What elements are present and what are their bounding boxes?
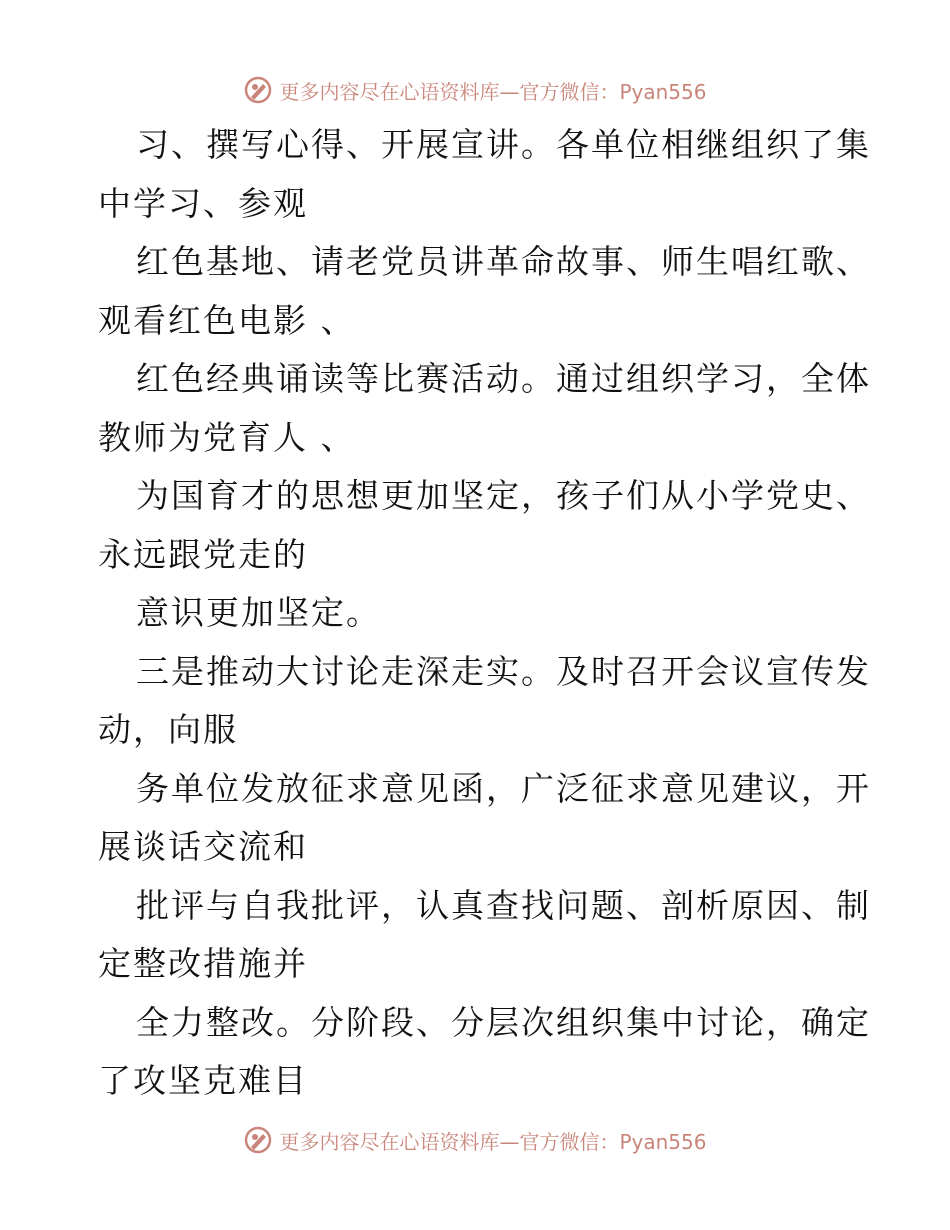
header-banner-text: 更多内容尽在心语资料库—官方微信：Pyan556 [279, 79, 707, 104]
text-line: 批评与自我批评，认真查找问题、剖析原因、制 [136, 885, 871, 925]
text-line: 展谈话交流和 [98, 827, 308, 866]
text-line: 教师为党育人 、 [98, 417, 356, 457]
text-line: 动，向服 [98, 710, 238, 749]
text-line: 中学习、参观 [98, 183, 308, 223]
header-banner [0, 70, 950, 110]
text-line: 定整改措施并 [98, 944, 308, 983]
text-line: 红色基地、请老党员讲革命故事、师生唱红歌、 [136, 242, 871, 281]
text-line: 意识更加坚定。 [136, 593, 381, 632]
footer-banner-text: 更多内容尽在心语资料库—官方微信：Pyan556 [279, 1129, 707, 1154]
text-line: 三是推动大讨论走深走实。及时召开会议宣传发 [136, 651, 871, 691]
text-line: 全力整改。分阶段、分层次组织集中讨论，确定 [136, 1002, 871, 1042]
text-line: 观看红色电影 、 [98, 300, 356, 340]
pen-logo-icon [243, 75, 273, 105]
text-line: 永远跟党走的 [98, 534, 308, 574]
text-line: 为国育才的思想更加坚定，孩子们从小学党史、 [136, 476, 871, 515]
text-line: 了攻坚克难目 [98, 1061, 308, 1100]
text-line: 习、撰写心得、开展宣讲。各单位相继组织了集 [136, 125, 871, 164]
text-line: 务单位发放征求意见函，广泛征求意见建议，开 [136, 768, 871, 808]
pen-logo-icon [243, 1125, 273, 1155]
footer-banner [0, 1120, 950, 1160]
text-line: 红色经典诵读等比赛活动。通过组织学习，全体 [136, 359, 871, 398]
